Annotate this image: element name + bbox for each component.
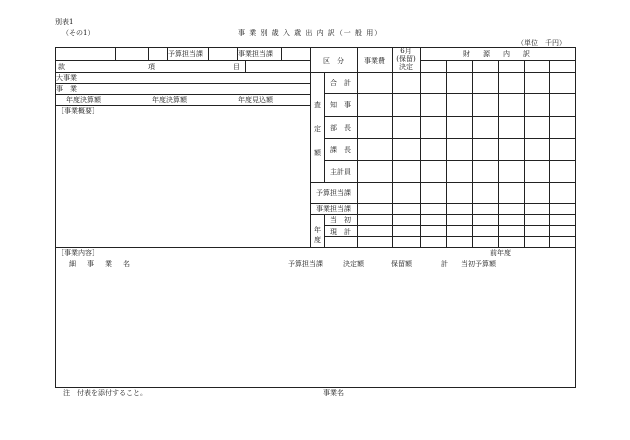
row-director: 部 長 [330, 124, 351, 132]
divider [55, 60, 310, 61]
budget-dept-label: 予算担当課 [168, 50, 203, 58]
reserve-header: (保留) [396, 55, 416, 63]
form-sub-number: （その1） [62, 29, 95, 37]
row-project-dept: 事業担当課 [316, 205, 351, 213]
project-dept-label: 事業担当課 [238, 50, 273, 58]
project-name-label: 事業名 [323, 389, 344, 397]
row-initial: 当 初 [330, 216, 351, 224]
unit-label: （単位 千円） [517, 39, 566, 47]
row-total: 合 計 [330, 79, 351, 87]
footer-note: 注 付表を添付すること。 [63, 389, 147, 397]
divider [55, 247, 576, 248]
form-number: 別表1 [55, 18, 74, 26]
divider [310, 72, 576, 73]
decision-amount-header: 決定額 [343, 260, 364, 268]
budget-dept-header: 予算担当課 [288, 260, 323, 268]
row-accountant: 主計員 [330, 168, 351, 176]
divider [310, 203, 576, 204]
divider [55, 72, 310, 73]
major-project-label: 大事業 [56, 74, 77, 82]
previous-year-label: 前年度 [490, 249, 511, 257]
row-section-chief: 課 長 [330, 146, 351, 154]
content-label: ［事業内容］ [57, 249, 99, 257]
divider [245, 60, 246, 72]
divider [115, 47, 116, 60]
page-title: 事 業 別 歳 入 歳 出 内 訳（一 般 用） [238, 29, 383, 37]
project-cost-header: 事業費 [364, 57, 385, 65]
divider [392, 47, 393, 247]
row-budget-dept: 予算担当課 [316, 189, 351, 197]
divider [208, 47, 209, 60]
divider [324, 116, 576, 117]
divider [549, 60, 550, 247]
divider [55, 83, 310, 84]
settled-amount-label: 年度決算額 [66, 96, 101, 104]
divider [472, 60, 473, 247]
year-label-1: 年 [314, 226, 321, 234]
reserve-amount-header: 保留額 [391, 260, 412, 268]
decision-header: 決定 [399, 63, 413, 71]
divider [324, 236, 576, 237]
divider [55, 105, 310, 106]
overview-label: ［事業概要］ [57, 107, 99, 115]
kan-label: 款 [58, 63, 65, 71]
divider [446, 60, 447, 247]
assessed-label-3: 額 [314, 149, 321, 157]
settled-amount-label-2: 年度決算額 [152, 96, 187, 104]
assessed-label-1: 査 [314, 101, 321, 109]
june-header: 6月 [400, 47, 412, 55]
category-header: 区 分 [323, 57, 344, 65]
assessed-label-2: 定 [314, 125, 321, 133]
divider [524, 60, 525, 247]
divider [324, 93, 576, 94]
divider [148, 47, 149, 60]
estimated-amount-label: 年度見込額 [238, 96, 273, 104]
divider [498, 60, 499, 247]
sub-project-name-header: 細 事 業 名 [69, 260, 132, 268]
divider [310, 182, 576, 183]
project-label: 事 業 [56, 85, 77, 93]
divider [55, 94, 310, 95]
kou-label: 項 [148, 63, 155, 71]
moku-label: 目 [233, 63, 240, 71]
divider [324, 160, 576, 161]
total-header: 計 [441, 260, 448, 268]
row-current: 現 計 [330, 228, 351, 236]
divider [281, 47, 282, 60]
funding-breakdown-header: 財 源 内 訳 [463, 50, 533, 58]
divider [324, 138, 576, 139]
divider [357, 47, 358, 247]
row-governor: 知 事 [330, 101, 351, 109]
divider [324, 225, 576, 226]
initial-budget-header: 当初予算額 [461, 260, 496, 268]
year-label-2: 度 [314, 236, 321, 244]
divider [420, 60, 576, 61]
divider [310, 214, 576, 215]
divider [420, 47, 421, 247]
divider [310, 47, 311, 247]
